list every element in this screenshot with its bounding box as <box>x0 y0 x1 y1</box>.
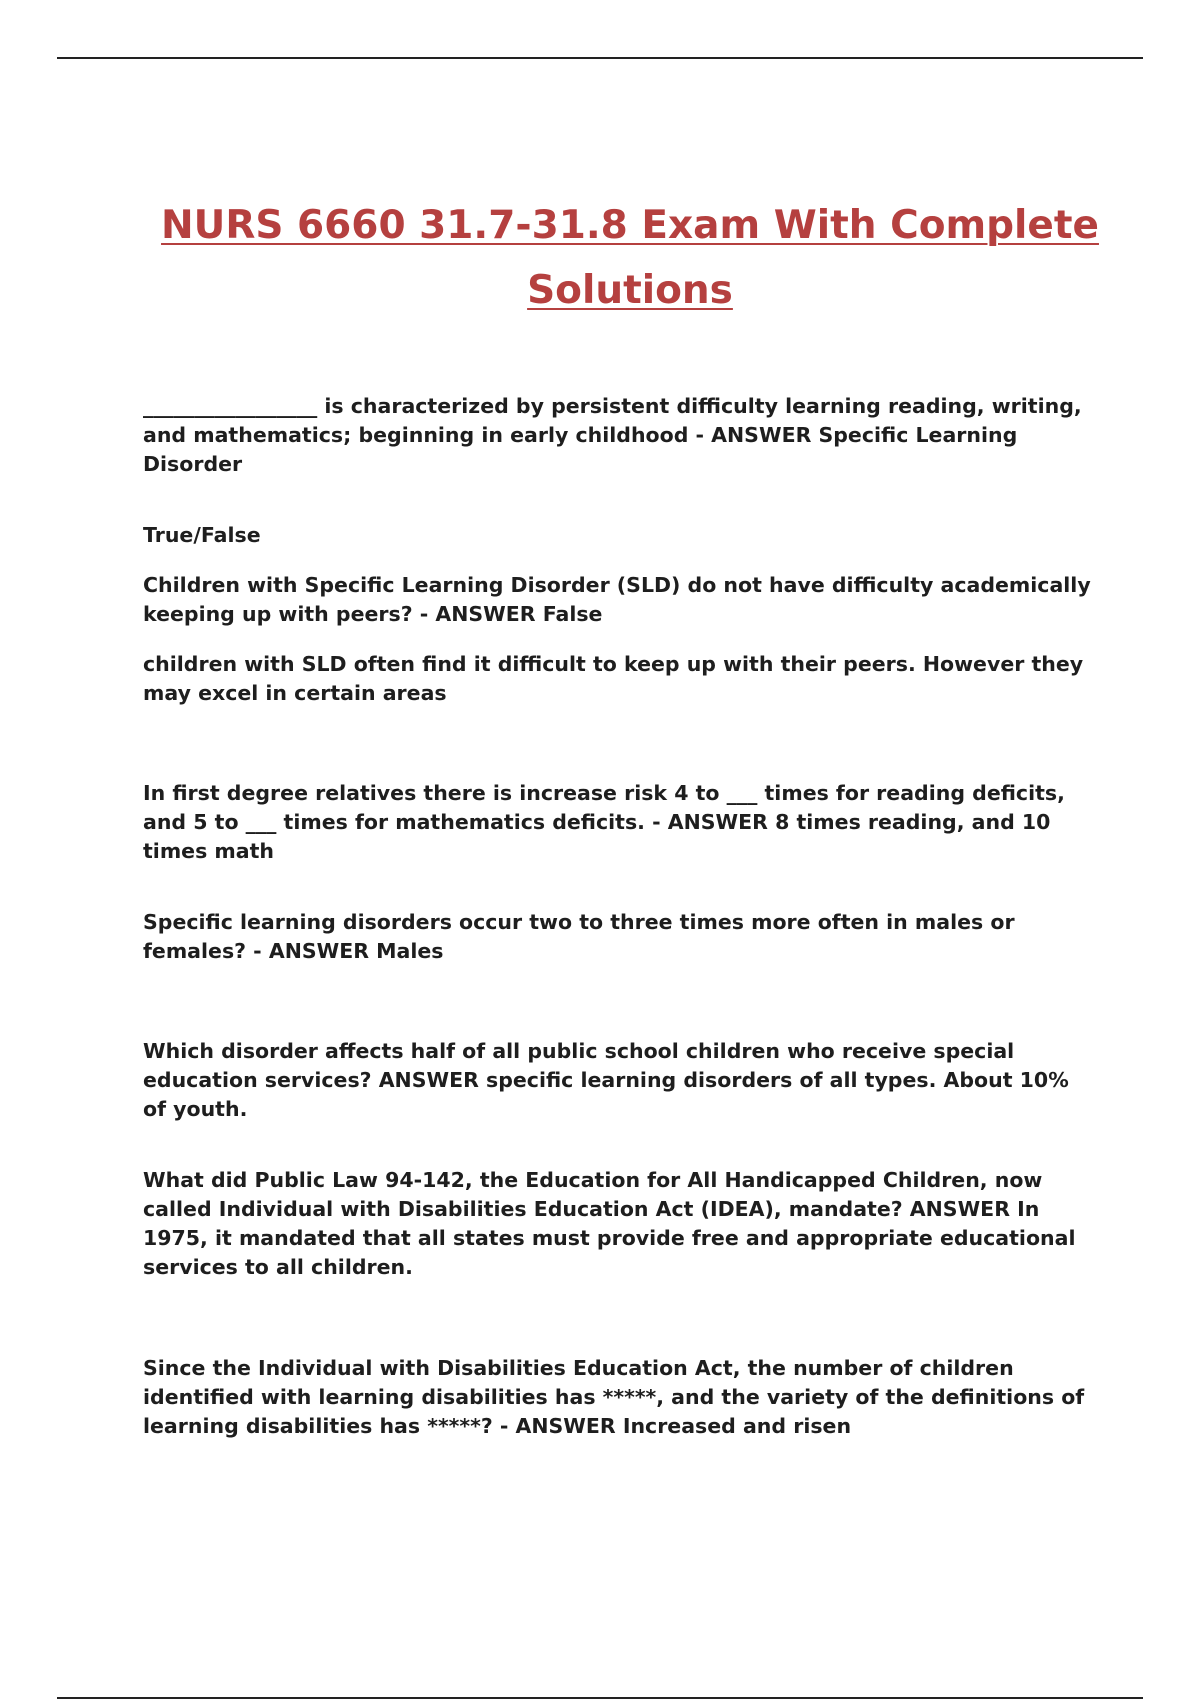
question-first-degree-relatives: In first degree relatives there is increase risk 4 to ___ times for reading deficits, and 5 to ___ times for mathematics deficits. - ANSWER 8 times reading, and 10 times math <box>143 781 1065 863</box>
header-rule <box>57 57 1143 59</box>
question-special-education: Which disorder affects half of all public school children who receive special education services? ANSWER specific learning disorders of all types. About 10% of youth. <box>143 1039 1069 1121</box>
document-title: NURS 6660 31.7-31.8 Exam With Complete Solutions <box>161 203 1099 313</box>
question-specific-learning-disorder: _________________ is characterized by persistent difficulty learning reading, writing, and mathematics; beginning in early childhood - ANSWER Specific Learning Disorder <box>143 394 1082 476</box>
question-public-law-94-142: What did Public Law 94-142, the Education for All Handicapped Children, now called Individual with Disabilities Education Act (IDEA), mandate? ANSWER In 1975, it mandated that all states must provide free and appropriate educational services to all children. <box>143 1168 1076 1279</box>
question-males-or-females: Specific learning disorders occur two to three times more often in males or females? - ANSWER Males <box>143 910 1015 963</box>
footer-rule <box>57 1697 1143 1699</box>
explanation-sld-peers: children with SLD often find it difficult to keep up with their peers. However they may excel in certain areas <box>143 652 1084 705</box>
question-sld-peers: Children with Specific Learning Disorder (SLD) do not have difficulty academically keeping up with peers? - ANSWER False <box>143 573 1091 626</box>
question-idea-identification: Since the Individual with Disabilities Education Act, the number of children identified with learning disabilities has *****, and the variety of the definitions of learning disabilities has *****? - ANSWER Increased and risen <box>143 1356 1085 1438</box>
section-label-true-false: True/False <box>143 523 261 547</box>
